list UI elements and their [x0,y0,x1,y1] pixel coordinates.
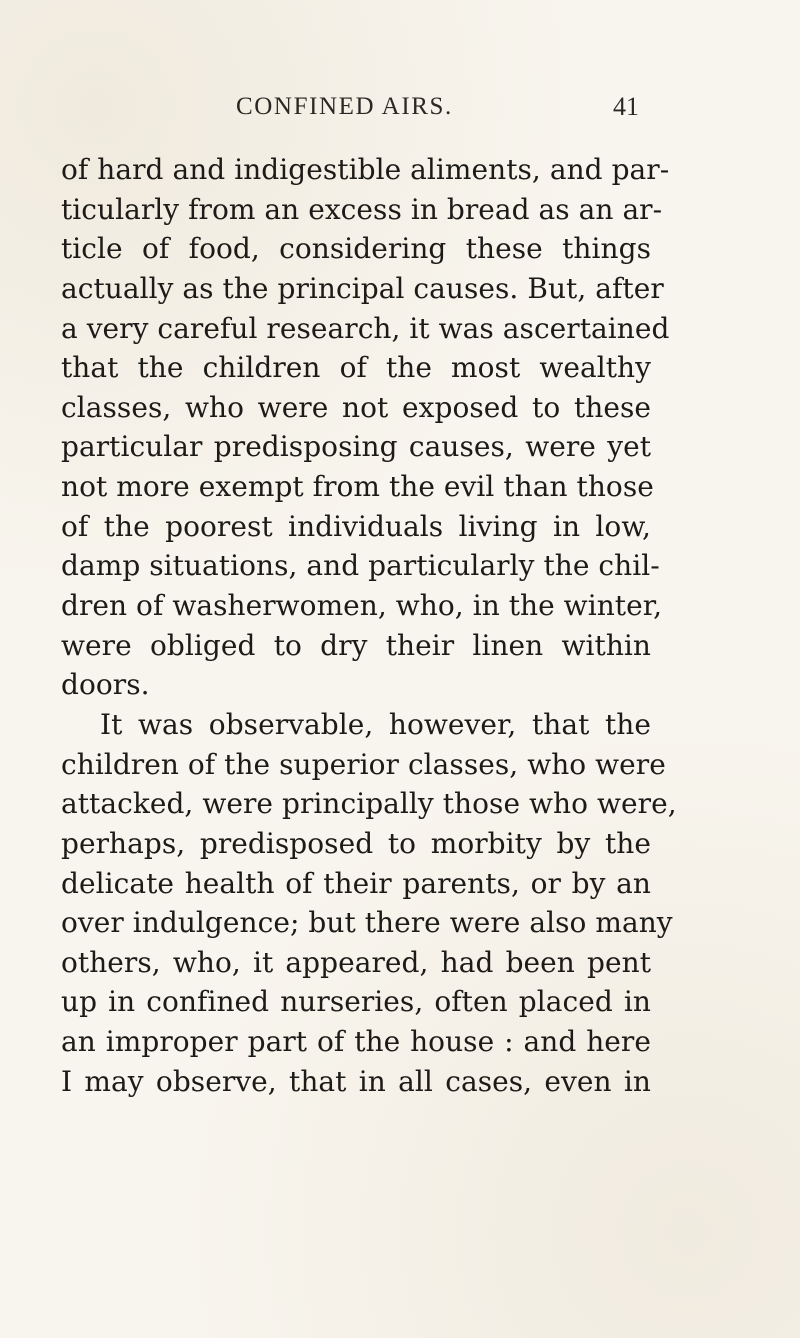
body-text [61,150,677,1101]
text-line: up in confined nurseries, often placed in [61,985,651,1019]
text-line: perhaps, predisposed to morbity by the [61,826,651,860]
text-line: others, who, it appeared, had been pent [61,945,651,979]
text-line: damp situations, and particularly the chil- [61,549,660,583]
text-line: an improper part of the house : and here [61,1025,651,1059]
text-line: dren of washerwomen, who, in the winter, [61,589,663,623]
page-number: 41 [613,92,639,121]
text-line: I may observe, that in all cases, even in [61,1064,651,1098]
text-line: a very careful research, it was ascertained [61,311,670,345]
text-line: particular predisposing causes, were yet [61,430,651,464]
text-line: actually as the principal causes. But, after [61,271,664,305]
text-line: ticle of food, considering these things [61,232,651,266]
text-line: not more exempt from the evil than those [61,470,654,504]
text-line: delicate health of their parents, or by an [61,866,651,900]
running-head [0,91,800,131]
paragraph-start-line: It was observable, however, that the [100,707,651,741]
text-line: of hard and indigestible aliments, and par- [61,153,670,186]
paragraph-end-line: doors. [61,668,150,702]
text-line: were obliged to dry their linen within [61,628,651,662]
text-line: classes, who were not exposed to these [61,390,651,424]
text-line: attacked, were principally those who were, [61,787,677,821]
text-line: of the poorest individuals living in low, [61,509,651,543]
text-line: over indulgence; but there were also many [61,906,673,940]
text-line: that the children of the most wealthy [61,351,651,385]
text-line: children of the superior classes, who were [61,747,666,781]
running-head-title: CONFINED AIRS. [236,93,453,120]
text-line: ticularly from an excess in bread as an ar- [61,192,663,226]
